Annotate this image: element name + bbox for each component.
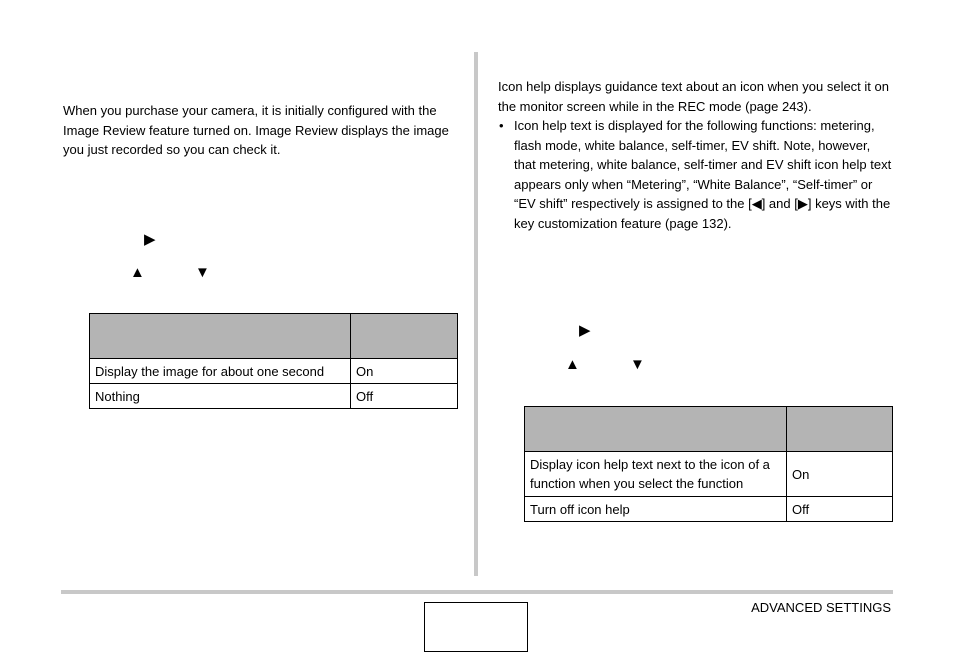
table-header-row xyxy=(525,407,893,452)
table-cell-description: Nothing xyxy=(90,384,351,409)
icon-help-settings-table xyxy=(524,406,893,522)
table-cell-description: Display the image for about one second xyxy=(90,359,351,384)
right-key-icon: ▶ xyxy=(579,322,591,339)
right-key-icon: ▶ xyxy=(144,231,156,248)
table-cell-description: Turn off icon help xyxy=(525,497,787,522)
table-cell-setting: On xyxy=(351,359,458,384)
down-key-icon: ▼ xyxy=(630,356,645,373)
table-cell-setting: On xyxy=(787,452,893,497)
down-key-icon: ▼ xyxy=(195,264,210,281)
table-cell-setting: Off xyxy=(787,497,893,522)
list-item: • Icon help text is displayed for the following functions: metering, flash mode, white balance, self-timer, EV shift. Note, however, that metering, white balance, self-timer and EV shift icon help text appears only when “Metering”, “White Balance”, “Self-timer” or “EV shift” respectively is assigned to the [◀] and [▶] keys with the key customization feature (page 132). xyxy=(498,116,893,233)
image-review-intro: When you purchase your camera, it is initially configured with the Image Review feature turned on. Image Review displays the image you just recorded so you can check it. xyxy=(63,103,449,157)
table-cell-description: Display icon help text next to the icon of a function when you select the function xyxy=(525,452,787,497)
table-header-row xyxy=(90,314,458,359)
table-header-cell xyxy=(90,314,351,359)
image-review-settings-table xyxy=(89,313,458,409)
table-row xyxy=(90,359,458,384)
icon-help-intro: Icon help displays guidance text about an icon when you select it on the monitor screen while in the REC mode (page 243). xyxy=(498,79,889,114)
up-key-icon: ▲ xyxy=(130,264,145,281)
footer-rule xyxy=(61,590,893,594)
table-header-cell xyxy=(351,314,458,359)
column-divider xyxy=(474,52,478,576)
up-key-icon: ▲ xyxy=(565,356,580,373)
table-row xyxy=(525,452,893,497)
icon-help-notes xyxy=(498,116,893,233)
table-header-cell xyxy=(525,407,787,452)
table-row xyxy=(525,497,893,522)
page-number-box xyxy=(424,602,528,652)
table-cell-setting: Off xyxy=(351,384,458,409)
table-row xyxy=(90,384,458,409)
table-header-cell xyxy=(787,407,893,452)
section-title: ADVANCED SETTINGS xyxy=(751,600,891,615)
